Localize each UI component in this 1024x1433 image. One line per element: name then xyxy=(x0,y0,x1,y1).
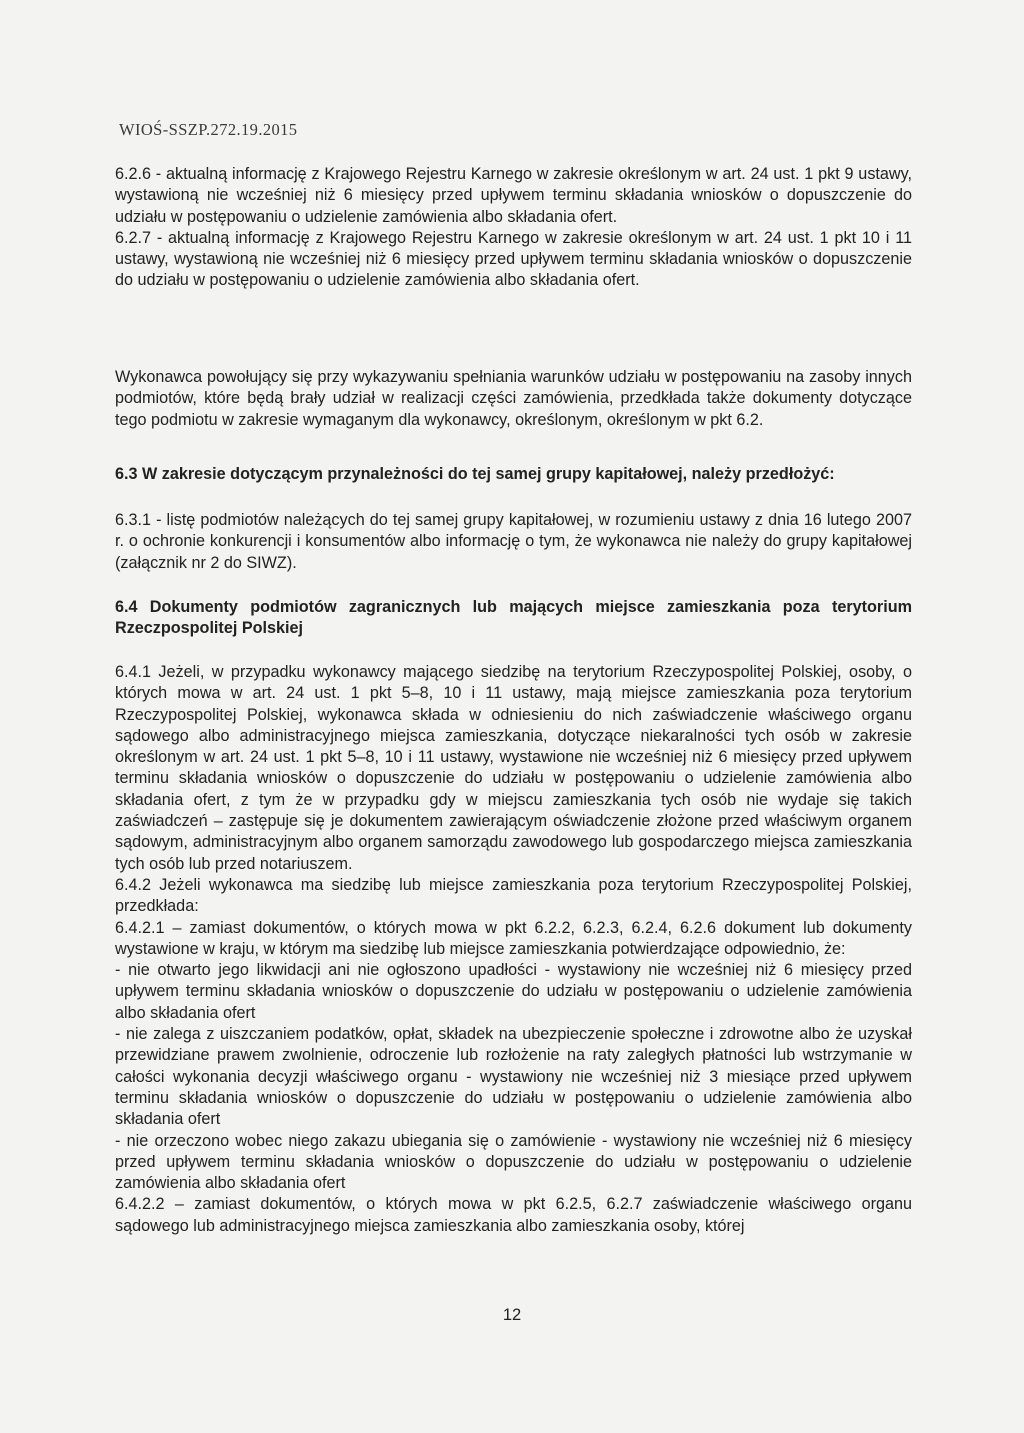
list-item-dash-2: - nie zalega z uiszczaniem podatków, opłat, składek na ubezpieczenie społeczne i zdrowotne albo że uzyskał przewidziane prawem zwolnienie, odroczenie lub rozłożenie na raty zaległych płatności lub wstrzymanie w całości wykonania decyzji właściwego organu - wystawiony nie wcześniej niż 3 miesiące przed upływem terminu składania wniosków o dopuszczenie do udziału w postępowaniu o udzielenie zamówienia albo składania ofert xyxy=(115,1025,912,1129)
paragraph-6-4-2-2: 6.4.2.2 – zamiast dokumentów, o których mowa w pkt 6.2.5, 6.2.7 zaświadczenie właściwego organu sądowego lub administracyjnego miejsca zamieszkania albo zamieszkania osoby, której xyxy=(115,1195,912,1235)
section-wykonawca xyxy=(115,367,912,431)
section-6-4-heading-block xyxy=(115,597,912,640)
page-number: 12 xyxy=(502,1306,522,1324)
paragraph-6-4-2-1: 6.4.2.1 – zamiast dokumentów, o których mowa w pkt 6.2.2, 6.2.3, 6.2.4, 6.2.6 dokument lub dokumenty wystawione w kraju, w którym ma siedzibę lub miejsce zamieszkania potwierdzające odpowiednio, że: xyxy=(115,918,912,958)
heading-6-4: 6.4 Dokumenty podmiotów zagranicznych lub mających miejsce zamieszkania poza terytorium Rzeczpospolitej Polskiej xyxy=(115,598,912,638)
section-6-2-tail xyxy=(115,164,912,292)
paragraph-6-4-2: 6.4.2 Jeżeli wykonawca ma siedzibę lub miejsce zamieszkania poza terytorium Rzeczypospolitej Polskiej, przedkłada: xyxy=(115,875,912,916)
paragraph-wykonawca: Wykonawca powołujący się przy wykazywaniu spełniania warunków udziału w postępowaniu na zasoby innych podmiotów, które będą brały udział w realizacji części zamówienia, przedkłada także dokumenty dotyczące tego podmiotu w zakresie wymaganym dla wykonawcy, określonym, określonym w pkt 6.2. xyxy=(115,368,912,429)
list-item-dash-3: - nie orzeczono wobec niego zakazu ubiegania się o zamówienie - wystawiony nie wcześniej niż 6 miesięcy przed upływem terminu składania wniosków o dopuszczenie do udziału w postępowaniu o udzielenie zamówienia albo składania ofert xyxy=(115,1131,912,1193)
section-6-4-body xyxy=(115,662,912,1237)
section-6-3-body xyxy=(115,510,912,574)
paragraph-6-3-1: 6.3.1 - listę podmiotów należących do tej samej grupy kapitałowej, w rozumieniu ustawy z dnia 16 lutego 2007 r. o ochronie konkurencji i konsumentów albo informację o tym, że wykonawca nie należy do grupy kapitałowej (załącznik nr 2 do SIWZ). xyxy=(115,511,912,572)
heading-6-3: 6.3 W zakresie dotyczącym przynależności do tej samej grupy kapitałowej, należy przedłożyć: xyxy=(115,465,835,483)
paragraph-6-2-7: 6.2.7 - aktualną informację z Krajowego Rejestru Karnego w zakresie określonym w art. 24 ust. 1 pkt 10 i 11 ustawy, wystawioną nie wcześniej niż 6 miesięcy przed upływem terminu składania wniosków o dopuszczenie do udziału w postępowaniu o udzielenie zamówienia albo składania ofert. xyxy=(115,228,912,290)
paragraph-6-4-1: 6.4.1 Jeżeli, w przypadku wykonawcy mającego siedzibę na terytorium Rzeczypospolitej Polskiej, osoby, o których mowa w art. 24 ust. 1 pkt 5–8, 10 i 11 ustawy, mają miejsce zamieszkania poza terytorium Rzeczypospolitej Polskiej, wykonawca składa w odniesieniu do nich zaświadczenie właściwego organu sądowego albo administracyjnego miejsca zamieszkania, dotyczące niekaralności tych osób w zakresie określonym w art. 24 ust. 1 pkt 5–8, 10 i 11 ustawy, wystawione nie wcześniej niż 6 miesięcy przed upływem terminu składania wniosków o dopuszczenie do udziału w postępowaniu o udzielenie zamówienia albo składania ofert, z tym że w przypadku gdy w miejscu zamieszkania tych osób nie wydaje się takich zaświadczeń – zastępuje się je dokumentem zawierającym oświadczenie złożone przed właściwym organem sądowym, administracyjnym albo organem samorządu zawodowego lub gospodarczego miejsca zamieszkania tych osób lub przed notariuszem. xyxy=(115,663,912,873)
section-6-3-heading-block xyxy=(115,464,912,485)
paragraph-6-2-6: 6.2.6 - aktualną informację z Krajowego Rejestru Karnego w zakresie określonym w art. 24 ust. 1 pkt 9 ustawy, wystawioną nie wcześniej niż 6 miesięcy przed upływem terminu składania wniosków o dopuszczenie do udziału w postępowaniu o udzielenie zamówienia albo składania ofert. xyxy=(115,165,912,226)
list-item-dash-1: - nie otwarto jego likwidacji ani nie ogłoszono upadłości - wystawiony nie wcześniej niż 6 miesięcy przed upływem terminu składania wniosków o dopuszczenie do udziału w postępowaniu o udzielenie zamówienia albo składania ofert xyxy=(115,961,912,1022)
document-reference: WIOŚ-SSZP.272.19.2015 xyxy=(119,120,298,139)
